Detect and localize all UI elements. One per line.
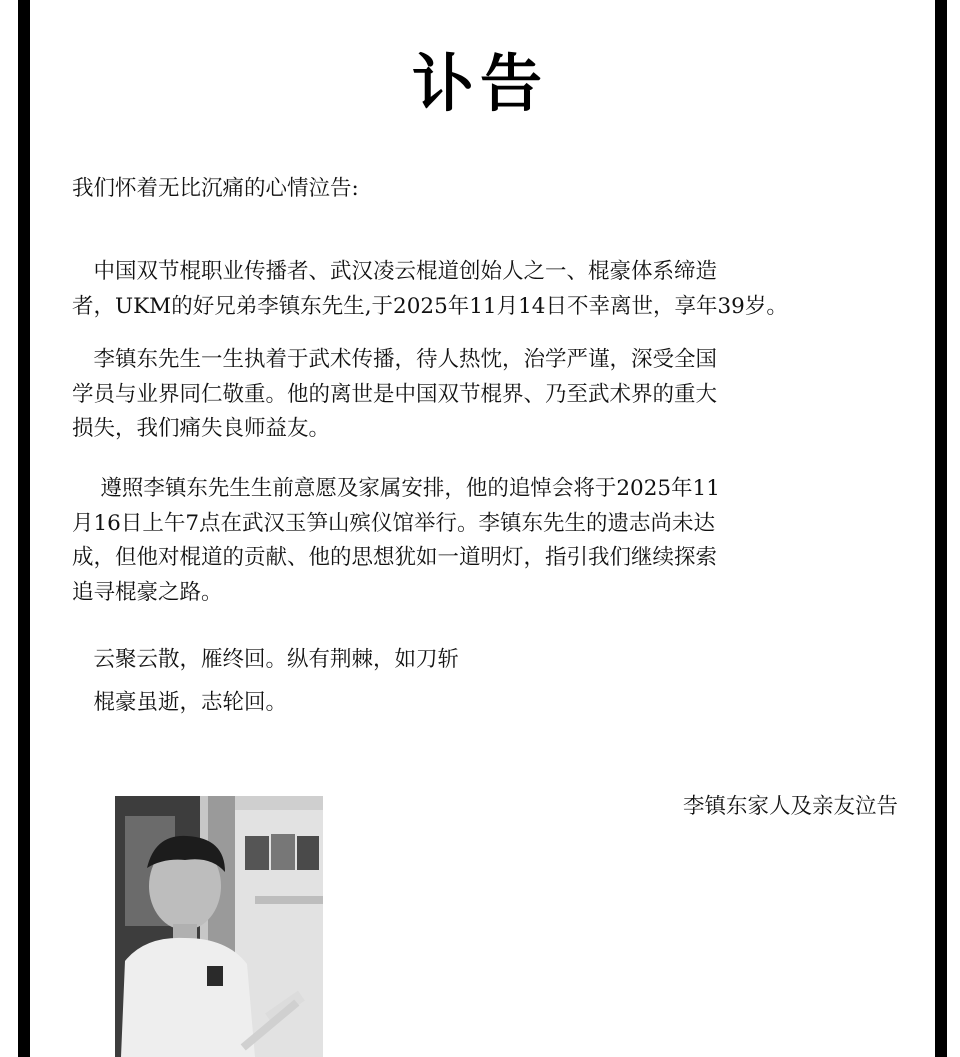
text-line: 中国双节棍职业传播者、武汉凌云棍道创始人之一、棍豪体系缔造: [72, 259, 718, 284]
frame-border-right: [935, 0, 947, 1057]
text-line: 学员与业界同仁敬重。他的离世是中国双节棍界、乃至武术界的重大: [72, 381, 718, 407]
verse-line-1: 云聚云散，雁终回。纵有荆棘，如刀斩: [72, 647, 460, 672]
text-line: 损失，我们痛失良师益友。: [72, 416, 331, 441]
paragraph-tribute: [72, 343, 912, 447]
verse-line-2: 棍豪虽逝，志轮回。: [72, 690, 288, 715]
text-line: 成，但他对棍道的贡献、他的思想犹如一道明灯，指引我们继续探索: [72, 545, 718, 570]
page-title: 讣告: [411, 47, 548, 120]
text-line: 者，UKM的好兄弟李镇东先生,于2025年11月14日不幸离世，享年39岁。: [72, 293, 788, 319]
salutation: 我们怀着无比沉痛的心情泣告:: [72, 176, 359, 201]
text-line: 月16日上午7点在武汉玉笋山殡仪馆举行。李镇东先生的遗志尚未达: [72, 510, 716, 536]
portrait-photo: [115, 796, 323, 1057]
signature: 李镇东家人及亲友泣告: [682, 794, 898, 819]
text-line: 遵照李镇东先生生前意愿及家属安排，他的追悼会将于2025年11: [72, 476, 720, 501]
text-line: 李镇东先生一生执着于武术传播，待人热忱，治学严谨，深受全国: [72, 347, 718, 372]
text-line: 追寻棍豪之路。: [72, 579, 223, 605]
frame-border-left: [18, 0, 30, 1057]
paragraph-memorial-service: [72, 472, 912, 610]
paragraph-announcement: [72, 255, 912, 324]
